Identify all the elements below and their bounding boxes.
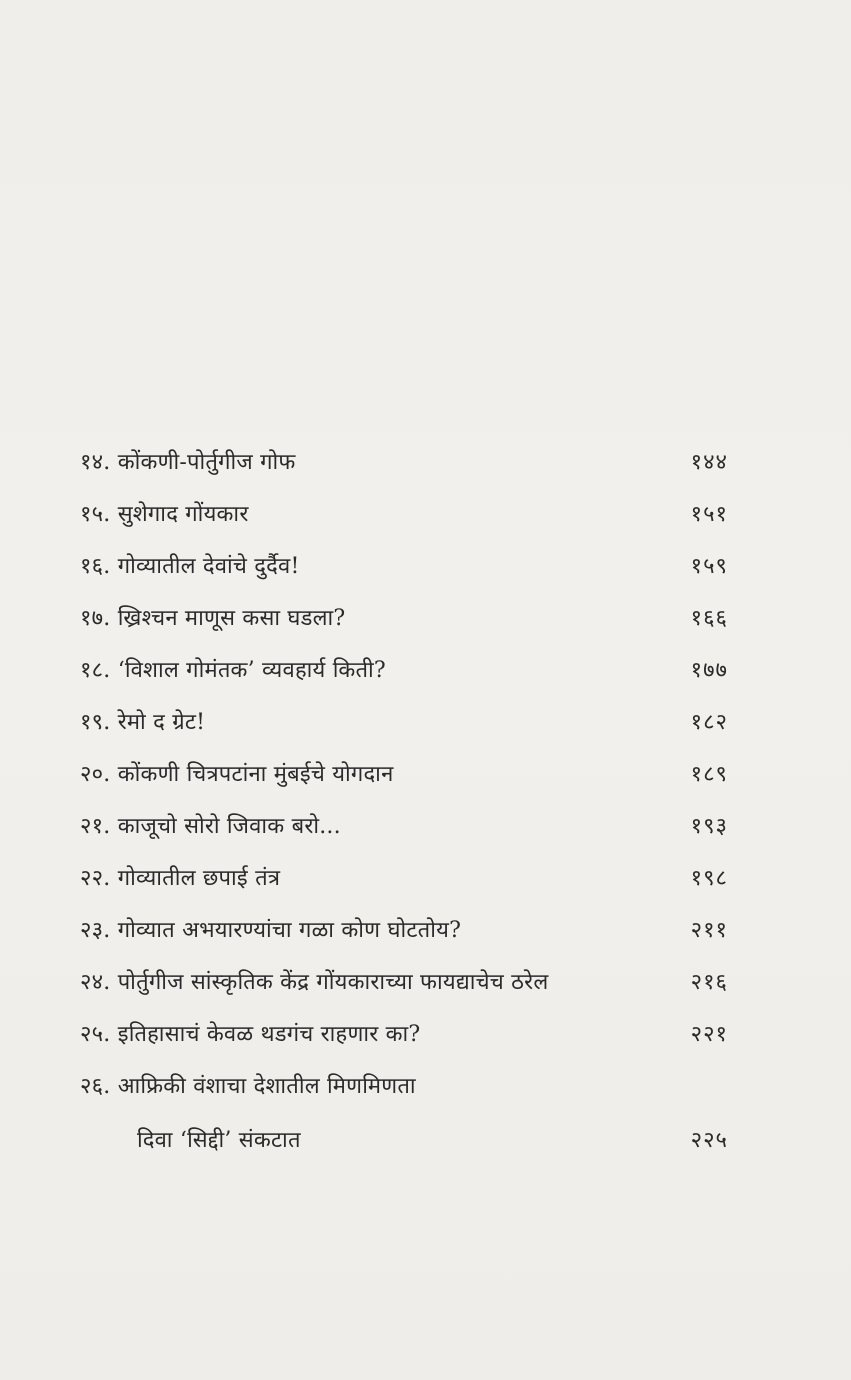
toc-entry-number: १६. xyxy=(80,554,111,579)
toc-entry-multiline xyxy=(80,1064,740,1118)
toc-entry-number: २५. xyxy=(80,1022,111,1047)
toc-entry-number: १९. xyxy=(80,710,111,735)
toc-entry-number: २२. xyxy=(80,866,111,891)
toc-entry-title xyxy=(80,812,341,842)
toc-entry-text: काजूचो सोरो जिवाक बरो... xyxy=(117,814,341,839)
toc-entry-text-line2: दिवा ‘सिद्दी’ संकटात xyxy=(137,1128,301,1153)
table-of-contents xyxy=(80,440,740,1170)
toc-entry xyxy=(80,700,740,752)
toc-entry-text: इतिहासाचं केवळ थडगंच राहणार का? xyxy=(117,1022,421,1047)
toc-entry-page: १५९ xyxy=(690,554,728,579)
toc-entry-number: २३. xyxy=(80,918,111,943)
toc-entry-text: गोव्यातील देवांचे दुर्दैव! xyxy=(117,554,300,579)
toc-entry-page: १८२ xyxy=(690,710,728,735)
toc-entry-title xyxy=(80,864,280,894)
toc-entry xyxy=(80,804,740,856)
toc-entry-page: १५१ xyxy=(690,502,728,527)
toc-entry-text-line1: आफ्रिकी वंशाचा देशातील मिणमिणता xyxy=(117,1074,416,1099)
toc-entry-text: ख्रिश्चन माणूस कसा घडला? xyxy=(117,606,346,631)
toc-entry-title xyxy=(80,708,205,738)
toc-entry xyxy=(80,440,740,492)
toc-entry-text: रेमो द ग्रेट! xyxy=(117,710,206,735)
toc-entry-title xyxy=(80,604,345,634)
toc-entry xyxy=(80,856,740,908)
toc-entry-number: १८. xyxy=(80,658,111,683)
toc-entry xyxy=(80,908,740,960)
toc-entry-number: २६. xyxy=(80,1074,111,1099)
toc-entry-page: २१६ xyxy=(690,970,728,995)
toc-entry-text: ‘विशाल गोमंतक’ व्यवहार्य किती? xyxy=(117,658,386,683)
toc-entry xyxy=(80,960,740,1012)
toc-entry-text: कोंकणी चित्रपटांना मुंबईचे योगदान xyxy=(117,762,394,787)
toc-entry xyxy=(80,596,740,648)
toc-entry-text: कोंकणी-पोर्तुगीज गोफ xyxy=(117,450,296,475)
toc-entry-number: २१. xyxy=(80,814,111,839)
toc-entry-number: २०. xyxy=(80,762,111,787)
toc-entry-page: १९३ xyxy=(690,814,728,839)
toc-entry-number: १४. xyxy=(80,450,111,475)
toc-entry xyxy=(80,752,740,804)
toc-entry xyxy=(80,1012,740,1064)
toc-entry-title xyxy=(80,968,548,998)
toc-entry-page: २११ xyxy=(690,918,728,943)
toc-entry-text: पोर्तुगीज सांस्कृतिक केंद्र गोंयकाराच्या फायद्याचेच ठरेल xyxy=(117,970,549,995)
toc-entry-page: १८९ xyxy=(690,762,728,787)
toc-entry-title xyxy=(80,448,296,478)
toc-entry-text: सुशेगाद गोंयकार xyxy=(117,502,249,527)
toc-entry-title xyxy=(80,656,386,686)
toc-entry-number: १५. xyxy=(80,502,111,527)
toc-entry-title xyxy=(80,1020,420,1050)
toc-entry xyxy=(80,544,740,596)
toc-entry-text: गोव्यातील छपाई तंत्र xyxy=(117,866,281,891)
toc-entry-page: २२५ xyxy=(690,1128,728,1153)
toc-entry-text: गोव्यात अभयारण्यांचा गळा कोण घोटतोय? xyxy=(117,918,462,943)
toc-entry-page: १९८ xyxy=(690,866,728,891)
toc-entry xyxy=(80,648,740,700)
toc-entry xyxy=(80,492,740,544)
toc-entry-number: १७. xyxy=(80,606,111,631)
toc-entry-page: २२१ xyxy=(690,1022,728,1047)
toc-entry-number: २४. xyxy=(80,970,111,995)
toc-entry-title xyxy=(80,760,394,790)
toc-entry-title xyxy=(80,500,249,530)
toc-entry-page: १७७ xyxy=(690,658,728,683)
toc-entry-title xyxy=(80,552,300,582)
toc-entry-title xyxy=(80,1072,416,1102)
toc-entry-page: १४४ xyxy=(690,450,728,475)
toc-entry-page: १६६ xyxy=(690,606,728,631)
toc-entry-continuation xyxy=(80,1118,740,1170)
toc-entry-title xyxy=(80,916,461,946)
